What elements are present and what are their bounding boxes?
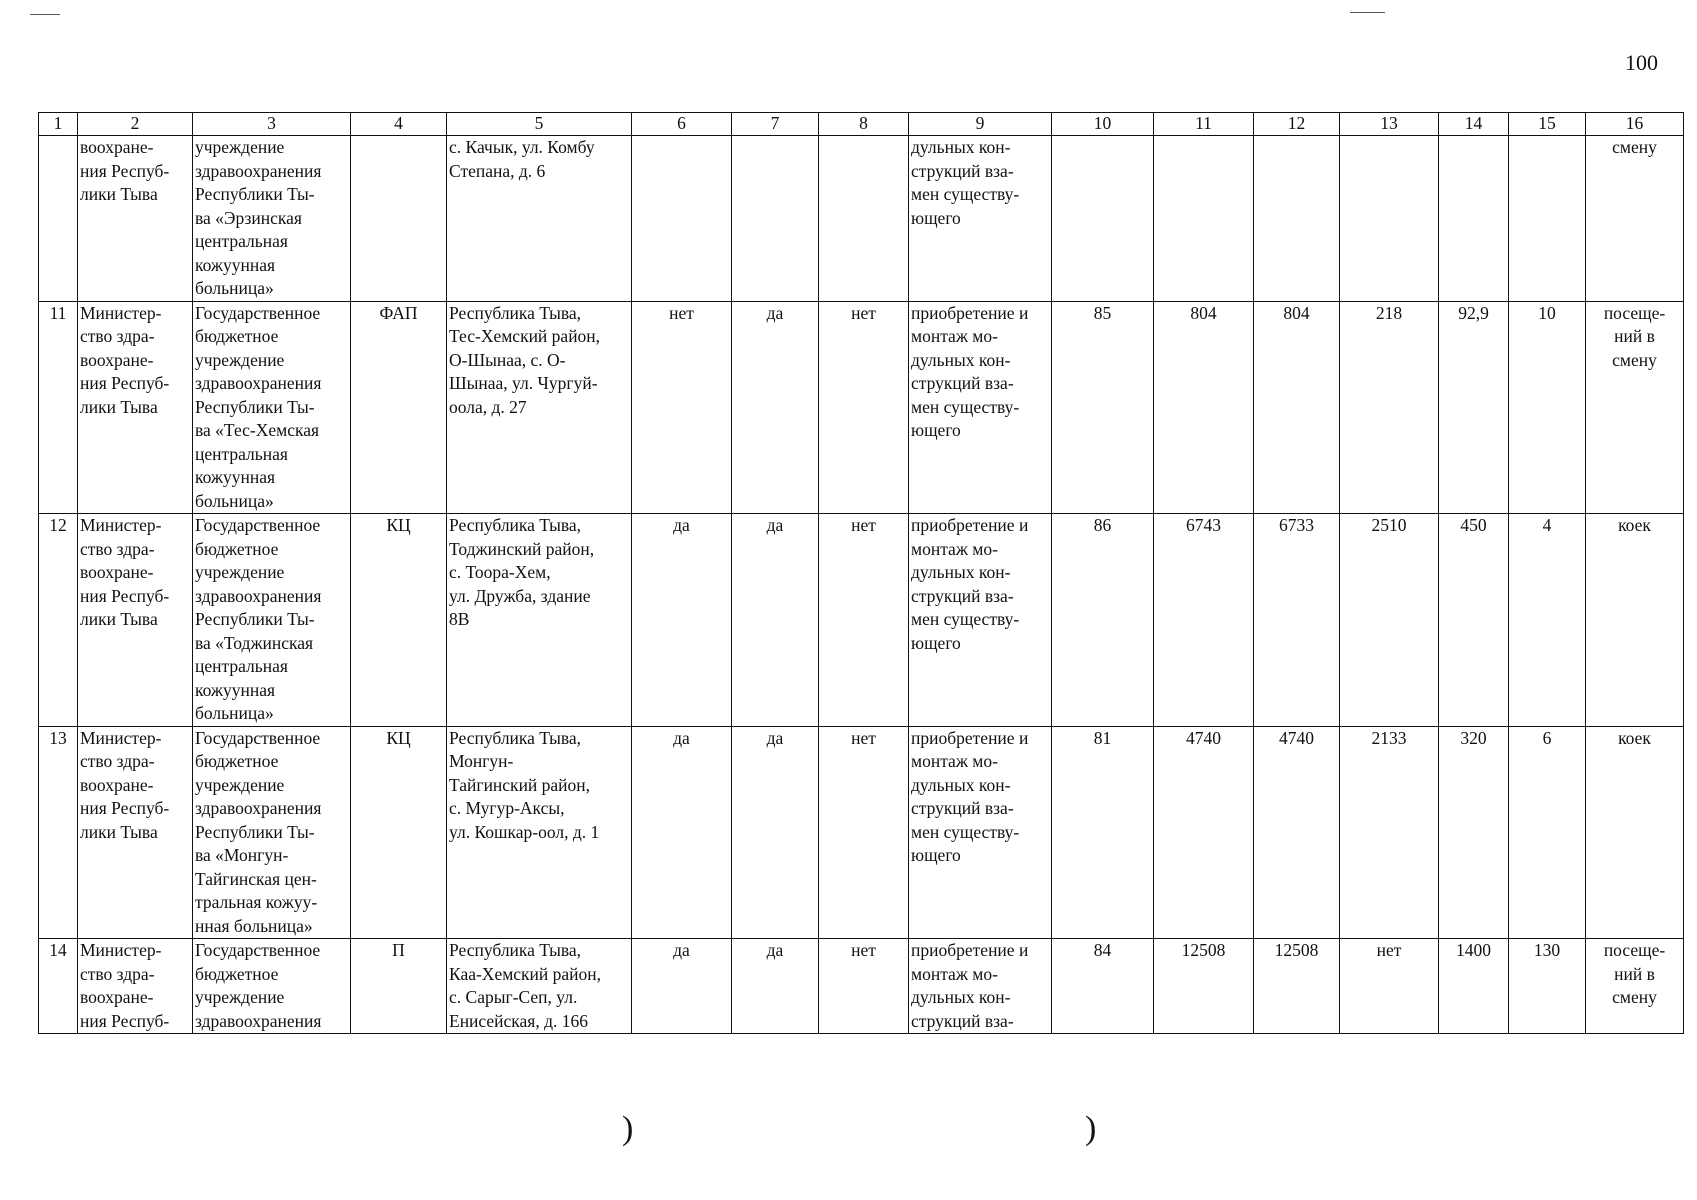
column-header: 4: [351, 113, 447, 136]
cell-col15: 4: [1509, 514, 1586, 727]
cell-col13: 218: [1340, 301, 1439, 514]
institution-cell: Государственное бюджетное учреждение здравоохранения Республики Ты- ва «Монгун- Тайгинская цен- тральная кожуу- нная больница»: [193, 726, 351, 939]
cell-col8: нет: [819, 514, 909, 727]
cell-col7: да: [732, 301, 819, 514]
institution-cell: Государственное бюджетное учреждение здравоохранения Республики Ты- ва «Тес-Хемская центральная кожуунная больница»: [193, 301, 351, 514]
facility-type-cell: [351, 136, 447, 302]
cell-col14: 450: [1439, 514, 1509, 727]
ministry-cell: воохране- ния Респуб- лики Тыва: [78, 136, 193, 302]
cell-col8: [819, 136, 909, 302]
address-cell: Республика Тыва, Монгун- Тайгинский район, с. Мугур-Аксы, ул. Кошкар-оол, д. 1: [447, 726, 632, 939]
cell-col12: 804: [1254, 301, 1340, 514]
measure-cell: приобретение и монтаж мо- дульных кон- струкций вза- мен существу- ющего: [909, 514, 1052, 727]
cell-col6: нет: [632, 301, 732, 514]
cell-col11: 4740: [1154, 726, 1254, 939]
row-number: 11: [39, 301, 78, 514]
column-header: 3: [193, 113, 351, 136]
cell-col14: 92,9: [1439, 301, 1509, 514]
capacity-unit-cell: коек: [1586, 514, 1684, 727]
cell-col11: 6743: [1154, 514, 1254, 727]
cell-col13: 2510: [1340, 514, 1439, 727]
column-header: 9: [909, 113, 1052, 136]
facility-type-cell: ФАП: [351, 301, 447, 514]
measure-cell: дульных кон- струкций вза- мен существу- ющего: [909, 136, 1052, 302]
cell-col6: да: [632, 514, 732, 727]
address-cell: Республика Тыва, Тес-Хемский район, О-Шынаа, с. О- Шынаа, ул. Чургуй- оола, д. 27: [447, 301, 632, 514]
column-header: 1: [39, 113, 78, 136]
cell-col8: нет: [819, 726, 909, 939]
address-cell: Республика Тыва, Каа-Хемский район, с. Сарыг-Сеп, ул. Енисейская, д. 166: [447, 939, 632, 1034]
cell-col11: 804: [1154, 301, 1254, 514]
cell-col15: 10: [1509, 301, 1586, 514]
cell-col10: 81: [1052, 726, 1154, 939]
measure-cell: приобретение и монтаж мо- дульных кон- струкций вза-: [909, 939, 1052, 1034]
cell-col10: 86: [1052, 514, 1154, 727]
scan-speck: [1350, 12, 1385, 13]
facility-type-cell: КЦ: [351, 726, 447, 939]
cell-col15: [1509, 136, 1586, 302]
cell-col14: [1439, 136, 1509, 302]
column-header: 8: [819, 113, 909, 136]
cell-col7: да: [732, 726, 819, 939]
table-row: [39, 136, 1684, 302]
column-header: 2: [78, 113, 193, 136]
cell-col13: [1340, 136, 1439, 302]
cell-col6: да: [632, 726, 732, 939]
cell-col7: да: [732, 514, 819, 727]
capacity-unit-cell: посеще- ний в смену: [1586, 939, 1684, 1034]
cell-col12: 6733: [1254, 514, 1340, 727]
cell-col13: 2133: [1340, 726, 1439, 939]
address-cell: с. Качык, ул. Комбу Степана, д. 6: [447, 136, 632, 302]
column-header: 6: [632, 113, 732, 136]
row-number: 14: [39, 939, 78, 1034]
cell-col6: [632, 136, 732, 302]
column-header: 12: [1254, 113, 1340, 136]
cell-col12: 12508: [1254, 939, 1340, 1034]
cell-col14: 1400: [1439, 939, 1509, 1034]
cell-col14: 320: [1439, 726, 1509, 939]
row-number: 12: [39, 514, 78, 727]
column-header: 10: [1052, 113, 1154, 136]
table-row: [39, 301, 1684, 514]
footer-mark: ): [1085, 1110, 1097, 1147]
facility-type-cell: П: [351, 939, 447, 1034]
column-header: 5: [447, 113, 632, 136]
institution-cell: Государственное бюджетное учреждение здравоохранения: [193, 939, 351, 1034]
cell-col7: да: [732, 939, 819, 1034]
institution-cell: учреждение здравоохранения Республики Ты- ва «Эрзинская центральная кожуунная больница»: [193, 136, 351, 302]
cell-col11: [1154, 136, 1254, 302]
scan-speck: [30, 14, 60, 15]
ministry-cell: Министер- ство здра- воохране- ния Респуб- лики Тыва: [78, 301, 193, 514]
column-header: 15: [1509, 113, 1586, 136]
address-cell: Республика Тыва, Тоджинский район, с. Тоора-Хем, ул. Дружба, здание 8В: [447, 514, 632, 727]
cell-col8: нет: [819, 301, 909, 514]
institution-cell: Государственное бюджетное учреждение здравоохранения Республики Ты- ва «Тоджинская центральная кожуунная больница»: [193, 514, 351, 727]
footer-mark: ): [622, 1110, 634, 1147]
cell-col15: 6: [1509, 726, 1586, 939]
cell-col8: нет: [819, 939, 909, 1034]
column-header: 16: [1586, 113, 1684, 136]
capacity-unit-cell: посеще- ний в смену: [1586, 301, 1684, 514]
measure-cell: приобретение и монтаж мо- дульных кон- струкций вза- мен существу- ющего: [909, 301, 1052, 514]
table-row: [39, 514, 1684, 727]
ministry-cell: Министер- ство здра- воохране- ния Респуб- лики Тыва: [78, 726, 193, 939]
column-number-row: [39, 113, 1684, 136]
capacity-unit-cell: смену: [1586, 136, 1684, 302]
column-header: 14: [1439, 113, 1509, 136]
column-header: 13: [1340, 113, 1439, 136]
measure-cell: приобретение и монтаж мо- дульных кон- струкций вза- мен существу- ющего: [909, 726, 1052, 939]
cell-col6: да: [632, 939, 732, 1034]
row-number: 13: [39, 726, 78, 939]
row-number: [39, 136, 78, 302]
page-number: 100: [1625, 50, 1658, 75]
ministry-cell: Министер- ство здра- воохране- ния Респуб-: [78, 939, 193, 1034]
cell-col13: нет: [1340, 939, 1439, 1034]
cell-col12: 4740: [1254, 726, 1340, 939]
facilities-table: [38, 112, 1684, 1034]
cell-col7: [732, 136, 819, 302]
cell-col10: 84: [1052, 939, 1154, 1034]
facility-type-cell: КЦ: [351, 514, 447, 727]
table-row: [39, 726, 1684, 939]
cell-col11: 12508: [1154, 939, 1254, 1034]
cell-col12: [1254, 136, 1340, 302]
ministry-cell: Министер- ство здра- воохране- ния Респуб- лики Тыва: [78, 514, 193, 727]
table-row: [39, 939, 1684, 1034]
column-header: 11: [1154, 113, 1254, 136]
column-header: 7: [732, 113, 819, 136]
cell-col10: [1052, 136, 1154, 302]
cell-col15: 130: [1509, 939, 1586, 1034]
cell-col10: 85: [1052, 301, 1154, 514]
capacity-unit-cell: коек: [1586, 726, 1684, 939]
